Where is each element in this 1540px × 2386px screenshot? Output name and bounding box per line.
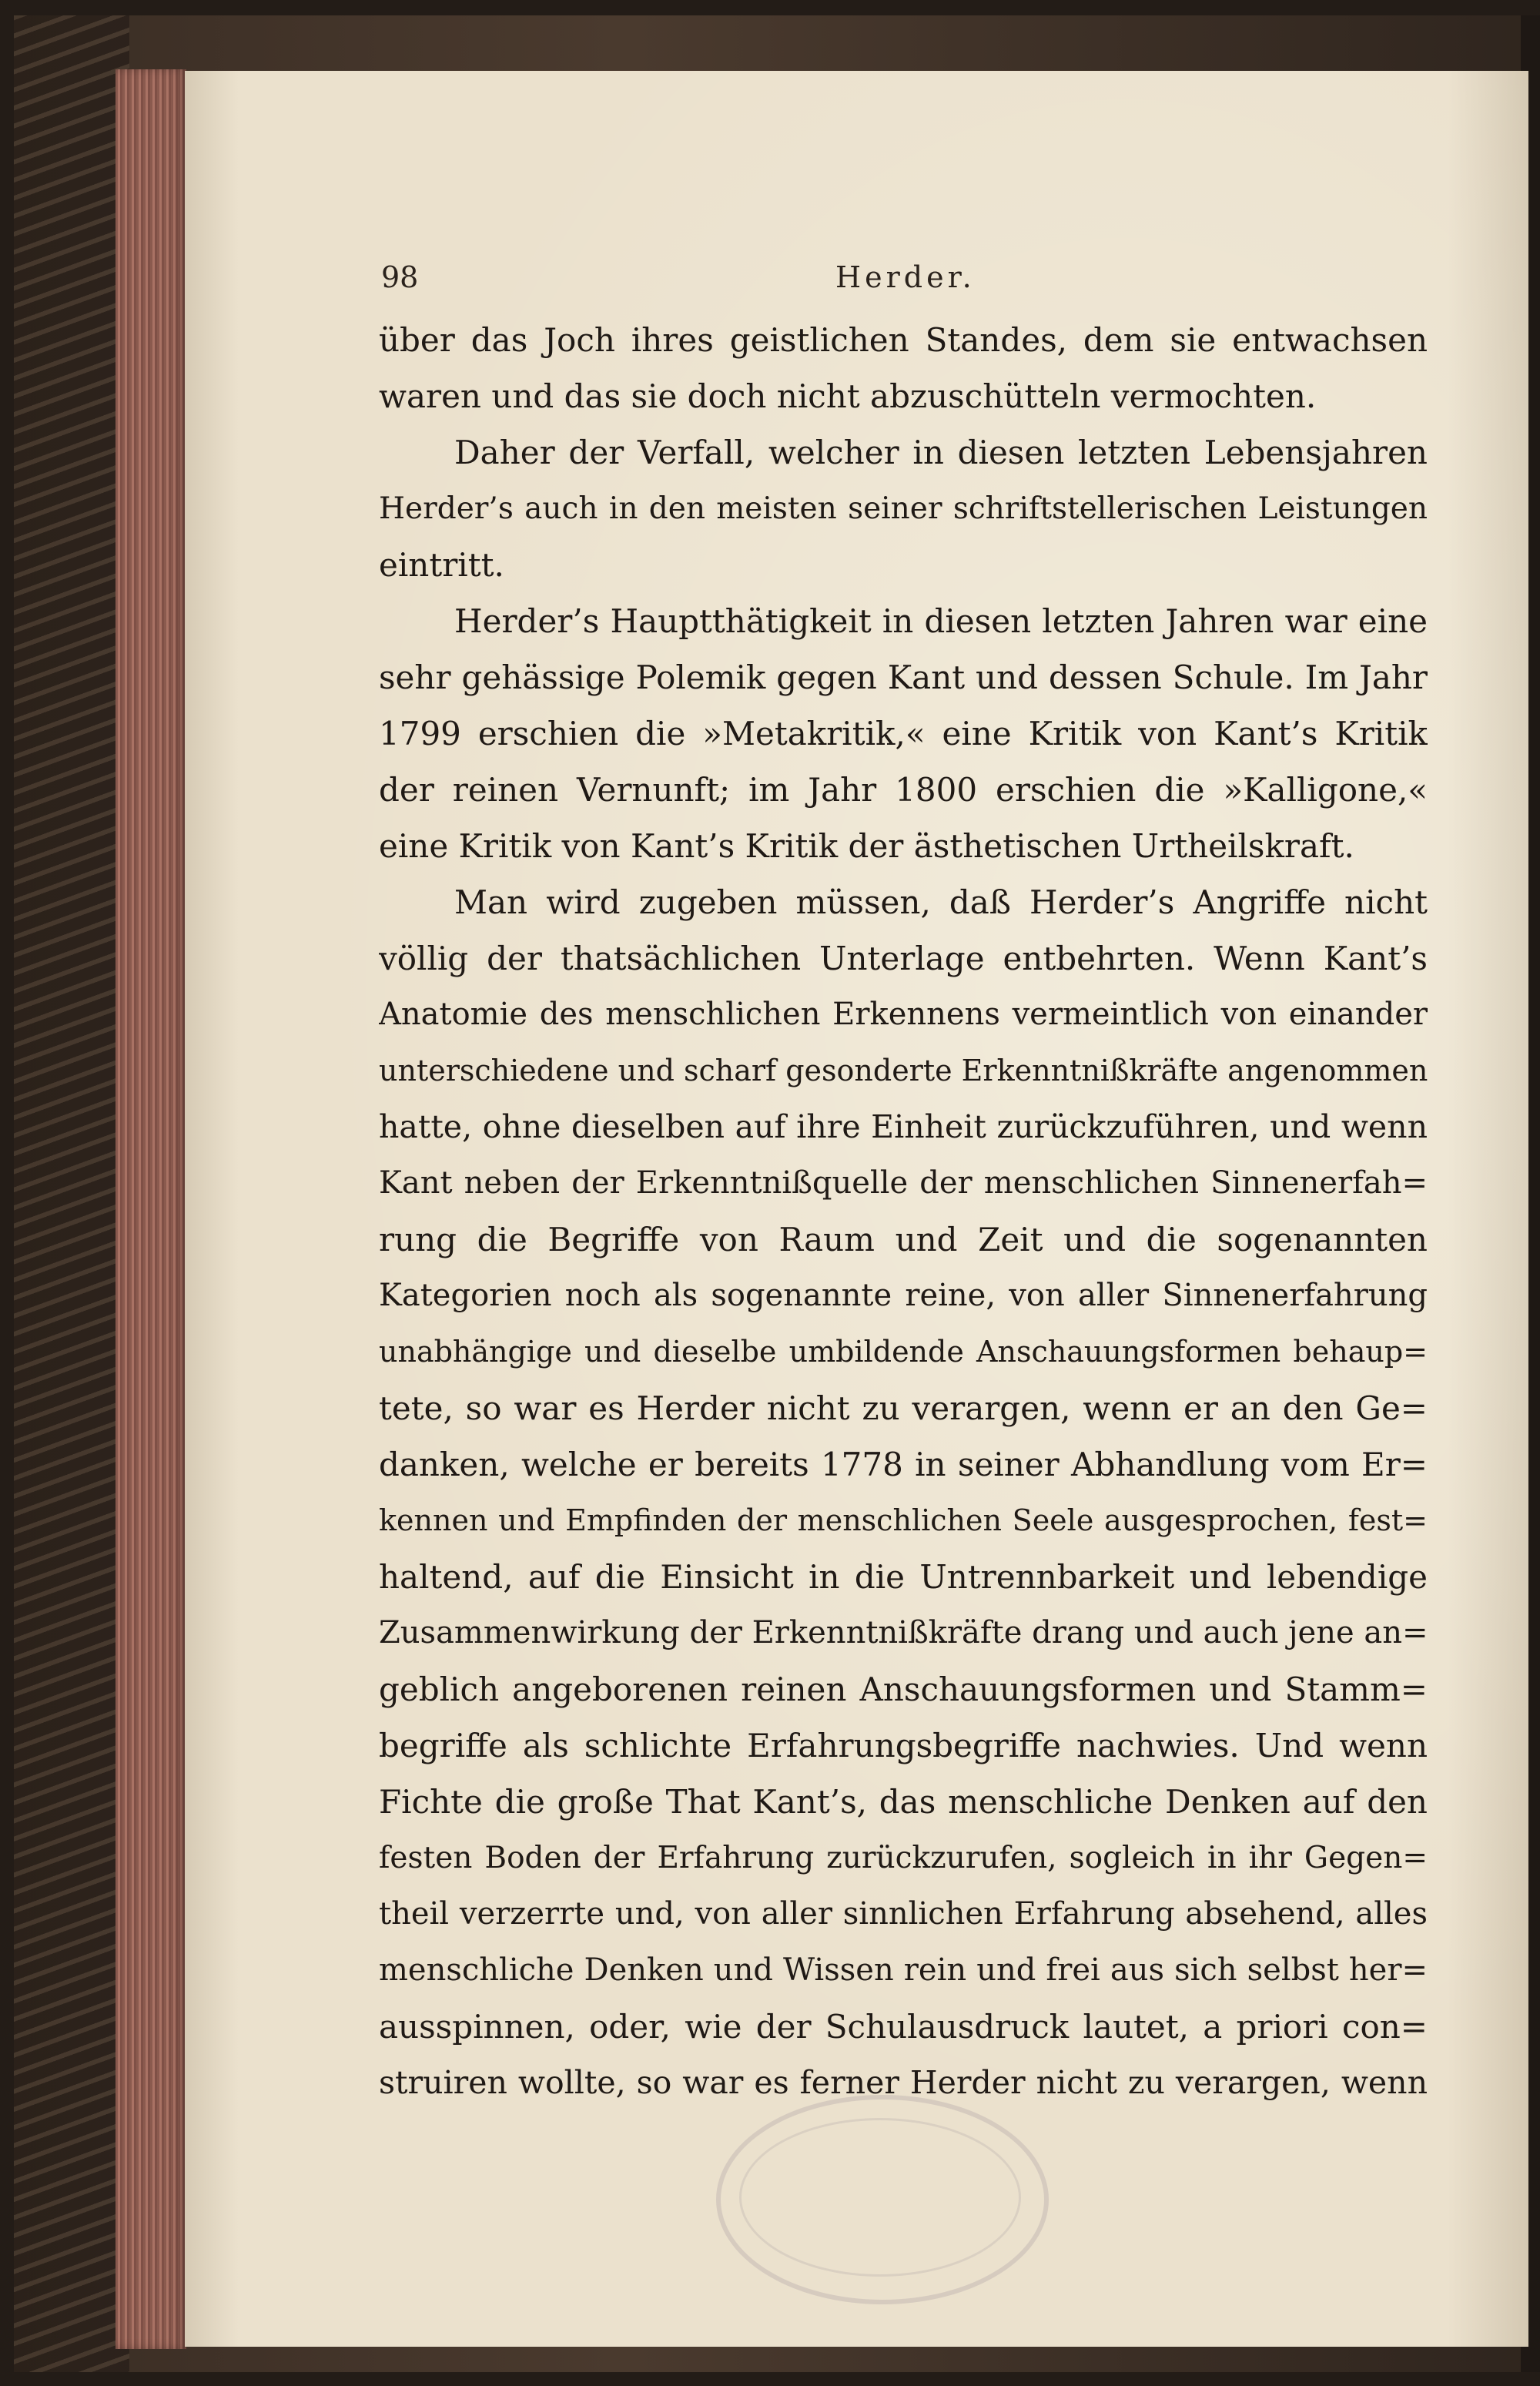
text-line: theil verzerrte und, von aller sinnlichen Erfahrung absehend, alles — [379, 1896, 1428, 1932]
text-line: haltend, auf die Einsicht in die Untrennbarkeit und lebendige — [379, 1558, 1428, 1596]
text-line: Man wird zugeben müssen, daß Herder’s Angriffe nicht — [454, 883, 1428, 921]
text-line: geblich angeborenen reinen Anschauungsformen und Stamm= — [379, 1671, 1428, 1708]
text-line: eine Kritik von Kant’s Kritik der ästhetischen Urtheilskraft. — [379, 827, 1354, 865]
text-line: tete, so war es Herder nicht zu verargen, wenn er an den Ge= — [379, 1389, 1428, 1427]
marbled-cover-edge — [14, 15, 129, 2372]
text-line: Kant neben der Erkenntnißquelle der menschlichen Sinnenerfah= — [379, 1165, 1428, 1201]
body-text — [379, 312, 1428, 2111]
page-block-edge — [116, 69, 186, 2349]
text-line: rung die Begriffe von Raum und Zeit und die sogenannten — [379, 1221, 1428, 1258]
text-line: Herder’s Hauptthätigkeit in diesen letzten Jahren war eine — [454, 602, 1428, 640]
page-number: 98 — [381, 260, 419, 294]
text-line: waren und das sie doch nicht abzuschütteln vermochten. — [379, 377, 1317, 415]
text-line: sehr gehässige Polemik gegen Kant und dessen Schule. Im Jahr — [379, 658, 1428, 696]
running-title: Herder. — [835, 260, 976, 294]
text-line: begriffe als schlichte Erfahrungsbegriffe nachwies. Und wenn — [379, 1727, 1428, 1764]
text-line: menschliche Denken und Wissen rein und frei aus sich selbst her= — [379, 1952, 1428, 1988]
text-line: struiren wollte, so war es ferner Herder nicht zu verargen, wenn — [379, 2064, 1428, 2101]
text-line: festen Boden der Erfahrung zurückzurufen, sogleich in ihr Gegen= — [379, 1841, 1428, 1875]
text-line: kennen und Empfinden der menschlichen Seele ausgesprochen, fest= — [379, 1503, 1428, 1537]
text-line: 1799 erschien die »Metakritik,« eine Kritik von Kant’s Kritik — [379, 715, 1428, 752]
text-line: Kategorien noch als sogenannte reine, von aller Sinnenerfahrung — [379, 1278, 1428, 1313]
text-line: danken, welche er bereits 1778 in seiner Abhandlung vom Er= — [379, 1446, 1428, 1483]
text-line: Anatomie des menschlichen Erkennens vermeintlich von einander — [379, 997, 1428, 1032]
text-line: hatte, ohne dieselben auf ihre Einheit zurückzuführen, und wenn — [379, 1108, 1428, 1145]
text-line: Zusammenwirkung der Erkenntnißkräfte drang und auch jene an= — [379, 1615, 1428, 1650]
text-line: ausspinnen, oder, wie der Schulausdruck lautet, a priori con= — [379, 2008, 1428, 2046]
text-line: eintritt. — [379, 546, 504, 584]
text-line: unabhängige und dieselbe umbildende Anschauungsformen behaup= — [379, 1335, 1428, 1369]
text-line: Fichte die große That Kant’s, das menschliche Denken auf den — [379, 1783, 1428, 1821]
library-stamp-inner-ring — [739, 2118, 1021, 2277]
text-line: über das Joch ihres geistlichen Standes, dem sie entwachsen — [379, 321, 1428, 359]
text-line: Herder’s auch in den meisten seiner schriftstellerischen Leistungen — [379, 491, 1428, 526]
text-line: völlig der thatsächlichen Unterlage entbehrten. Wenn Kant’s — [379, 940, 1428, 977]
text-line: der reinen Vernunft; im Jahr 1800 erschien die »Kalligone,« — [379, 771, 1428, 809]
text-line: Daher der Verfall, welcher in diesen letzten Lebensjahren — [454, 434, 1428, 471]
running-head — [381, 254, 1421, 300]
text-line: unterschiedene und scharf gesonderte Erkenntnißkräfte angenommen — [379, 1054, 1428, 1087]
